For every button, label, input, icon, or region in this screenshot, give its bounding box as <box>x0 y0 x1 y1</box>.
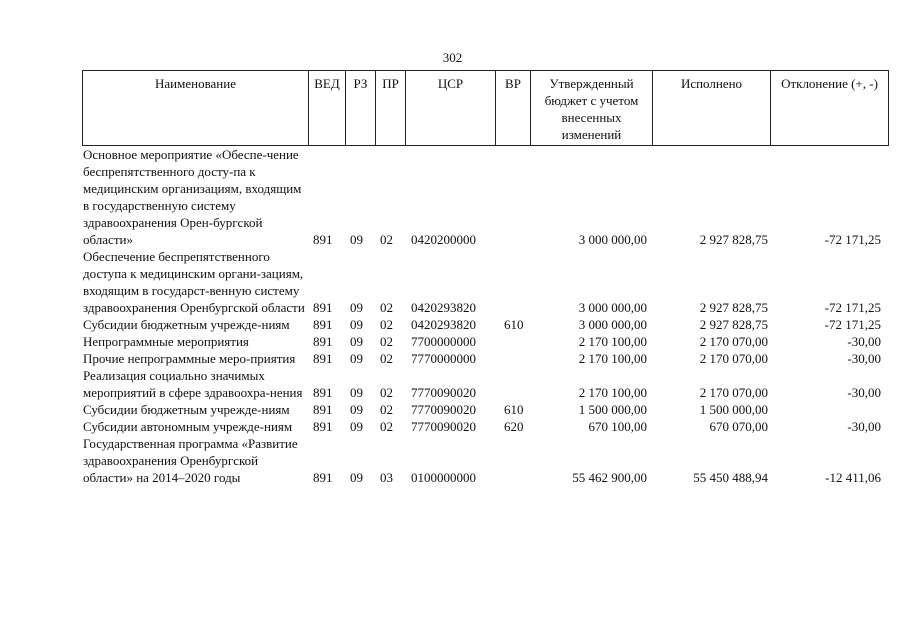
row-pr: 02 <box>380 351 393 366</box>
header-rz: РЗ <box>346 71 376 146</box>
row-budget: 2 170 100,00 <box>578 351 647 366</box>
row-deviation: -72 171,25 <box>824 300 881 315</box>
table-row <box>82 401 888 418</box>
table-row <box>82 146 888 248</box>
row-ved: 891 <box>313 300 333 315</box>
header-name: Наименование <box>83 71 309 146</box>
row-budget: 2 170 100,00 <box>578 334 647 349</box>
row-csr: 7770000000 <box>411 351 476 366</box>
row-csr: 7770090020 <box>411 419 476 434</box>
row-pr: 02 <box>380 385 393 400</box>
row-deviation: -30,00 <box>847 419 881 434</box>
row-done: 2 927 828,75 <box>699 317 768 332</box>
row-csr: 0420293820 <box>411 317 476 332</box>
row-rz: 09 <box>350 419 363 434</box>
row-budget: 1 500 000,00 <box>578 402 647 417</box>
row-pr: 02 <box>380 402 393 417</box>
row-name: Субсидии бюджетным учрежде-ниям <box>83 402 290 417</box>
row-name: Непрограммные мероприятия <box>83 334 249 349</box>
table-row <box>82 418 888 435</box>
row-ved: 891 <box>313 232 333 247</box>
row-budget: 3 000 000,00 <box>578 232 647 247</box>
row-name: Субсидии бюджетным учрежде-ниям <box>83 317 290 332</box>
row-pr: 02 <box>380 317 393 332</box>
row-name: Основное мероприятие «Обеспе-чение беспрепятственного досту-па к медицинским организациям, входящим в государственную систему здравоохранения Орен-бургской области» <box>83 147 302 247</box>
row-name: Реализация социально значимых мероприятий в сфере здравоохра-нения <box>83 368 303 400</box>
row-pr: 02 <box>380 334 393 349</box>
header-ved: ВЕД <box>309 71 346 146</box>
table-row <box>82 367 888 401</box>
header-csr: ЦСР <box>406 71 496 146</box>
row-pr: 02 <box>380 232 393 247</box>
row-vr: 620 <box>504 419 524 434</box>
row-done: 2 170 070,00 <box>699 351 768 366</box>
row-budget: 55 462 900,00 <box>572 470 647 485</box>
row-budget: 2 170 100,00 <box>578 385 647 400</box>
row-rz: 09 <box>350 385 363 400</box>
table-row <box>82 248 888 316</box>
row-vr: 610 <box>504 402 524 417</box>
header-budget: Утвержденный бюджет с учетом внесенных изменений <box>531 71 653 146</box>
row-name: Прочие непрограммные меро-приятия <box>83 351 296 366</box>
row-done: 2 170 070,00 <box>699 385 768 400</box>
row-budget: 670 100,00 <box>588 419 647 434</box>
row-ved: 891 <box>313 351 333 366</box>
row-ved: 891 <box>313 470 333 485</box>
row-name: Субсидии автономным учрежде-ниям <box>83 419 293 434</box>
row-done: 2 170 070,00 <box>699 334 768 349</box>
table-body <box>82 146 888 486</box>
row-pr: 02 <box>380 419 393 434</box>
row-budget: 3 000 000,00 <box>578 300 647 315</box>
row-done: 1 500 000,00 <box>699 402 768 417</box>
row-csr: 7700000000 <box>411 334 476 349</box>
row-ved: 891 <box>313 334 333 349</box>
row-csr: 0420200000 <box>411 232 476 247</box>
row-done: 55 450 488,94 <box>693 470 768 485</box>
table-row <box>82 350 888 367</box>
row-vr: 610 <box>504 317 524 332</box>
row-pr: 02 <box>380 300 393 315</box>
table-row <box>82 316 888 333</box>
page-number: 302 <box>442 50 463 65</box>
row-name: Обеспечение беспрепятственного доступа к медицинским органи-зациям, входящим в государст-венную систему здравоохранения Оренбургской области <box>83 249 305 315</box>
row-ved: 891 <box>313 419 333 434</box>
row-ved: 891 <box>313 385 333 400</box>
row-deviation: -30,00 <box>847 385 881 400</box>
table-row <box>82 333 888 350</box>
row-rz: 09 <box>350 470 363 485</box>
row-deviation: -72 171,25 <box>824 232 881 247</box>
row-deviation: -30,00 <box>847 351 881 366</box>
row-rz: 09 <box>350 402 363 417</box>
row-deviation: -72 171,25 <box>824 317 881 332</box>
row-rz: 09 <box>350 232 363 247</box>
row-pr: 03 <box>380 470 393 485</box>
table-header <box>82 70 889 146</box>
row-deviation: -30,00 <box>847 334 881 349</box>
row-budget: 3 000 000,00 <box>578 317 647 332</box>
row-rz: 09 <box>350 300 363 315</box>
row-name: Государственная программа «Развитие здравоохранения Оренбургской области» на 2014–2020 годы <box>83 436 298 485</box>
row-deviation: -12 411,06 <box>825 470 881 485</box>
row-done: 670 070,00 <box>709 419 768 434</box>
row-done: 2 927 828,75 <box>699 300 768 315</box>
row-rz: 09 <box>350 317 363 332</box>
header-deviation: Отклонение (+, -) <box>771 71 889 146</box>
row-rz: 09 <box>350 351 363 366</box>
header-vr: ВР <box>496 71 531 146</box>
row-ved: 891 <box>313 317 333 332</box>
row-done: 2 927 828,75 <box>699 232 768 247</box>
row-csr: 7770090020 <box>411 402 476 417</box>
header-pr: ПР <box>376 71 406 146</box>
row-ved: 891 <box>313 402 333 417</box>
row-csr: 0100000000 <box>411 470 476 485</box>
row-rz: 09 <box>350 334 363 349</box>
table-row <box>82 435 888 486</box>
header-done: Исполнено <box>653 71 771 146</box>
row-csr: 7770090020 <box>411 385 476 400</box>
row-csr: 0420293820 <box>411 300 476 315</box>
